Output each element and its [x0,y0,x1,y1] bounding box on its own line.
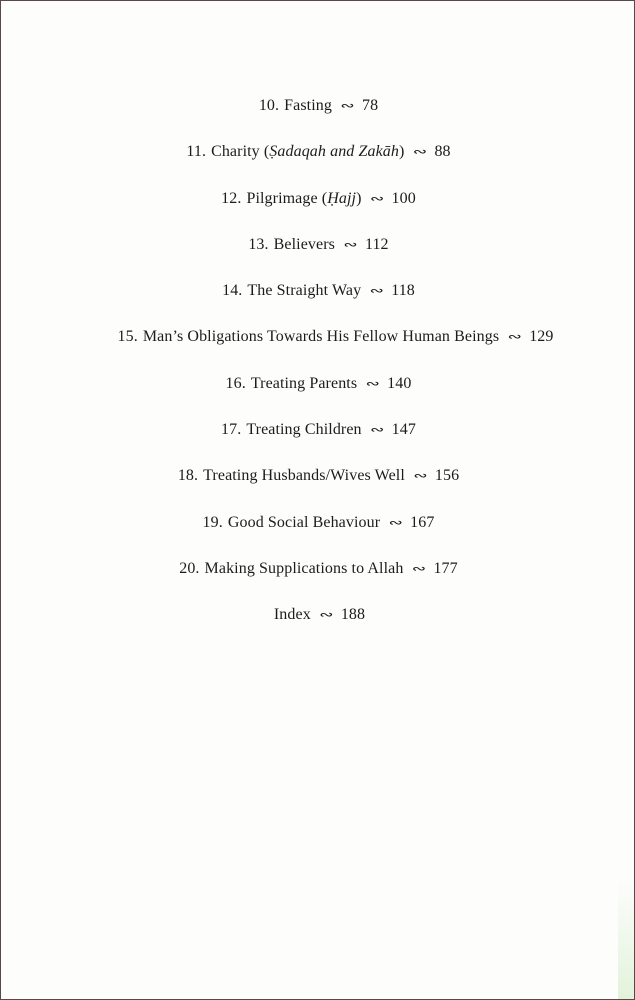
chapter-title-prefix: Pilgrimage ( [246,189,328,207]
swash-ornament-icon: ∾ [365,376,380,390]
chapter-number: 14. [222,282,243,300]
chapter-number: 11. [186,143,207,161]
swash-ornament-icon: ∾ [412,145,428,159]
toc-entry-10 [1,95,635,141]
chapter-title-suffix: ) [356,189,362,207]
page-number: 177 [433,559,458,577]
toc-entry-16 [1,373,635,419]
chapter-number: 13. [248,235,269,253]
toc-entry-18 [1,465,635,511]
chapter-number: 20. [179,559,200,577]
swash-ornament-icon: ∾ [388,515,403,529]
chapter-number: 10. [258,97,280,114]
chapter-number: 16. [225,374,246,392]
swash-ornament-icon: ∾ [369,191,385,205]
toc-entry-17 [1,419,635,465]
chapter-title: Treating Children [246,421,362,439]
chapter-title: Believers [273,235,335,253]
chapter-title: Making Supplications to Allah [204,559,404,577]
swash-ornament-icon: ∾ [507,330,522,344]
chapter-title: Good Social Behaviour [227,513,381,531]
page-number: 100 [391,189,416,207]
chapter-title: The Straight Way [247,282,362,300]
page-number: 118 [391,282,415,300]
chapter-number: 18. [177,467,199,485]
chapter-title-transliteration: Ḥajj [327,189,357,207]
swash-ornament-icon: ∾ [369,284,384,298]
chapter-title: Treating Parents [250,374,358,392]
page-number: 129 [529,328,554,346]
chapter-title: Fasting [284,97,332,114]
chapter-title-prefix: Charity ( [211,143,270,161]
chapter-number: 12. [221,189,242,207]
chapter-title-transliteration: Ṣadaqah and Zakāh [269,143,399,161]
page-number: 156 [434,467,460,485]
chapter-title: Treating Husbands/Wives Well [203,467,405,485]
page-number: 167 [410,513,435,531]
toc-entry-15 [1,326,635,372]
chapter-number: 15. [117,328,138,346]
swash-ornament-icon: ∾ [413,469,428,483]
swash-ornament-icon: ∾ [343,237,358,252]
toc-entry-12 [1,188,635,234]
page-number: 147 [391,421,416,439]
chapter-title [246,190,361,207]
table-of-contents [1,95,635,651]
swash-ornament-icon: ∾ [319,608,334,622]
swash-ornament-icon: ∾ [411,561,427,576]
toc-entry-11 [1,141,635,187]
chapter-title-suffix: ) [399,143,405,161]
page-number: 140 [387,374,412,392]
chapter-number: 19. [202,513,223,531]
page-number: 112 [364,235,389,253]
chapter-number: 17. [221,421,242,439]
index-title: Index [273,606,311,624]
toc-entry-13 [1,234,635,280]
page-number: 78 [361,97,379,114]
swash-ornament-icon: ∾ [340,98,355,113]
chapter-title: Man’s Obligations Towards His Fellow Human Beings [142,328,500,346]
toc-entry-14 [1,280,635,326]
page-number: 88 [434,143,451,161]
toc-entry-20 [1,558,635,604]
toc-entry-19 [1,512,635,558]
page-number: 188 [340,606,366,624]
page-edge-tint [618,879,634,999]
toc-entry-index [1,604,635,650]
swash-ornament-icon: ∾ [369,422,385,437]
chapter-title [211,143,404,160]
